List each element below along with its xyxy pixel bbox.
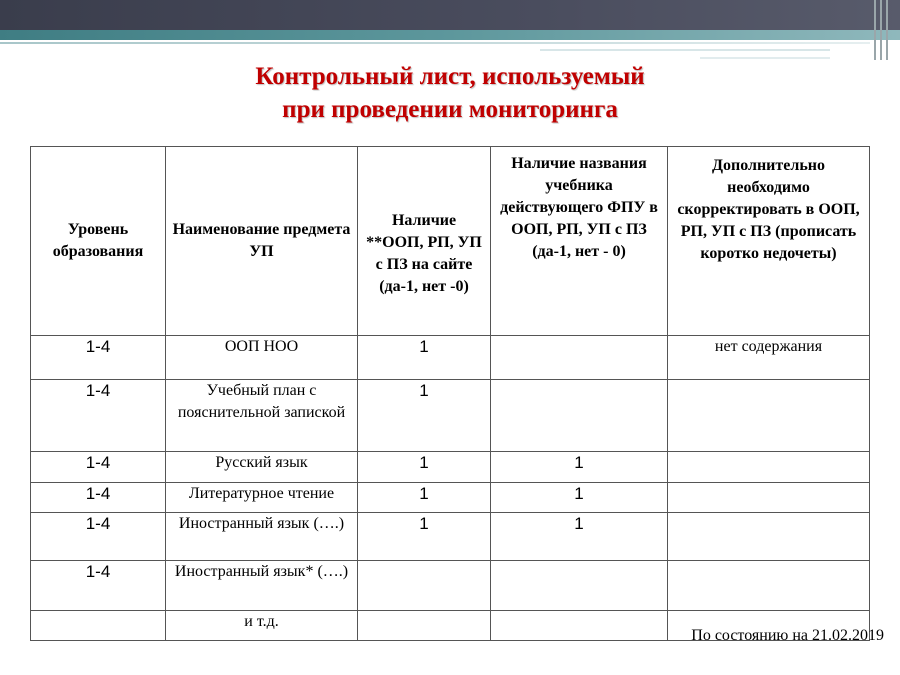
status-date: По состоянию на 21.02.2019 bbox=[691, 627, 884, 644]
header-docs-on-site: Наличие **ООП, РП, УП с ПЗ на сайте (да-1, нет -0) bbox=[358, 147, 491, 336]
cell-corrections bbox=[668, 380, 870, 452]
slide-title-line-2: при проведении мониторинга bbox=[282, 96, 618, 123]
table-row bbox=[31, 561, 870, 611]
header-accent-line bbox=[540, 49, 830, 51]
cell-subject: Русский язык bbox=[166, 452, 358, 483]
table-row bbox=[31, 380, 870, 452]
cell-level: 1-4 bbox=[31, 561, 166, 611]
cell-level: 1-4 bbox=[31, 336, 166, 380]
header-education-level: Уровень образования bbox=[31, 147, 166, 336]
cell-textbook-fpu bbox=[491, 336, 668, 380]
header-accent-line bbox=[700, 57, 830, 59]
cell-docs-on-site: 1 bbox=[358, 452, 491, 483]
cell-corrections bbox=[668, 452, 870, 483]
cell-docs-on-site: 1 bbox=[358, 483, 491, 513]
cell-subject: и т.д. bbox=[166, 611, 358, 641]
cell-subject: Литературное чтение bbox=[166, 483, 358, 513]
cell-level: 1-4 bbox=[31, 452, 166, 483]
slide-title-line-1: Контрольный лист, используемый bbox=[255, 63, 645, 90]
cell-corrections bbox=[668, 513, 870, 561]
header-textbook-fpu: Наличие названия учебника действующего ФПУ в ООП, РП, УП с ПЗ (да-1, нет - 0) bbox=[491, 147, 668, 336]
slide-title bbox=[0, 60, 900, 126]
cell-corrections bbox=[668, 561, 870, 611]
cell-subject: ООП НОО bbox=[166, 336, 358, 380]
table-row bbox=[31, 513, 870, 561]
cell-subject: Иностранный язык (….) bbox=[166, 513, 358, 561]
cell-textbook-fpu: 1 bbox=[491, 452, 668, 483]
header-divider bbox=[874, 0, 876, 60]
cell-textbook-fpu bbox=[491, 380, 668, 452]
table-row bbox=[31, 452, 870, 483]
header-accent-stripe bbox=[0, 30, 900, 40]
cell-textbook-fpu: 1 bbox=[491, 513, 668, 561]
cell-subject: Иностранный язык* (….) bbox=[166, 561, 358, 611]
cell-textbook-fpu bbox=[491, 561, 668, 611]
header-divider bbox=[880, 0, 882, 60]
cell-corrections: нет содержания bbox=[668, 336, 870, 380]
header-accent-line bbox=[0, 42, 870, 44]
monitoring-checklist-table bbox=[30, 146, 870, 641]
cell-level: 1-4 bbox=[31, 483, 166, 513]
header-divider bbox=[886, 0, 888, 60]
header-subject-name: Наименование предмета УП bbox=[166, 147, 358, 336]
table-row bbox=[31, 483, 870, 513]
table-header-row bbox=[31, 147, 870, 336]
header-corrections-needed: Дополнительно необходимо скорректировать в ООП, РП, УП с ПЗ (прописать коротко недочеты) bbox=[668, 147, 870, 336]
cell-docs-on-site bbox=[358, 561, 491, 611]
cell-level: 1-4 bbox=[31, 380, 166, 452]
cell-docs-on-site: 1 bbox=[358, 513, 491, 561]
cell-docs-on-site: 1 bbox=[358, 380, 491, 452]
cell-corrections bbox=[668, 483, 870, 513]
cell-textbook-fpu: 1 bbox=[491, 483, 668, 513]
table-row bbox=[31, 336, 870, 380]
cell-level: 1-4 bbox=[31, 513, 166, 561]
header-banner bbox=[0, 0, 900, 30]
cell-subject: Учебный план с пояснительной запиской bbox=[166, 380, 358, 452]
cell-docs-on-site: 1 bbox=[358, 336, 491, 380]
